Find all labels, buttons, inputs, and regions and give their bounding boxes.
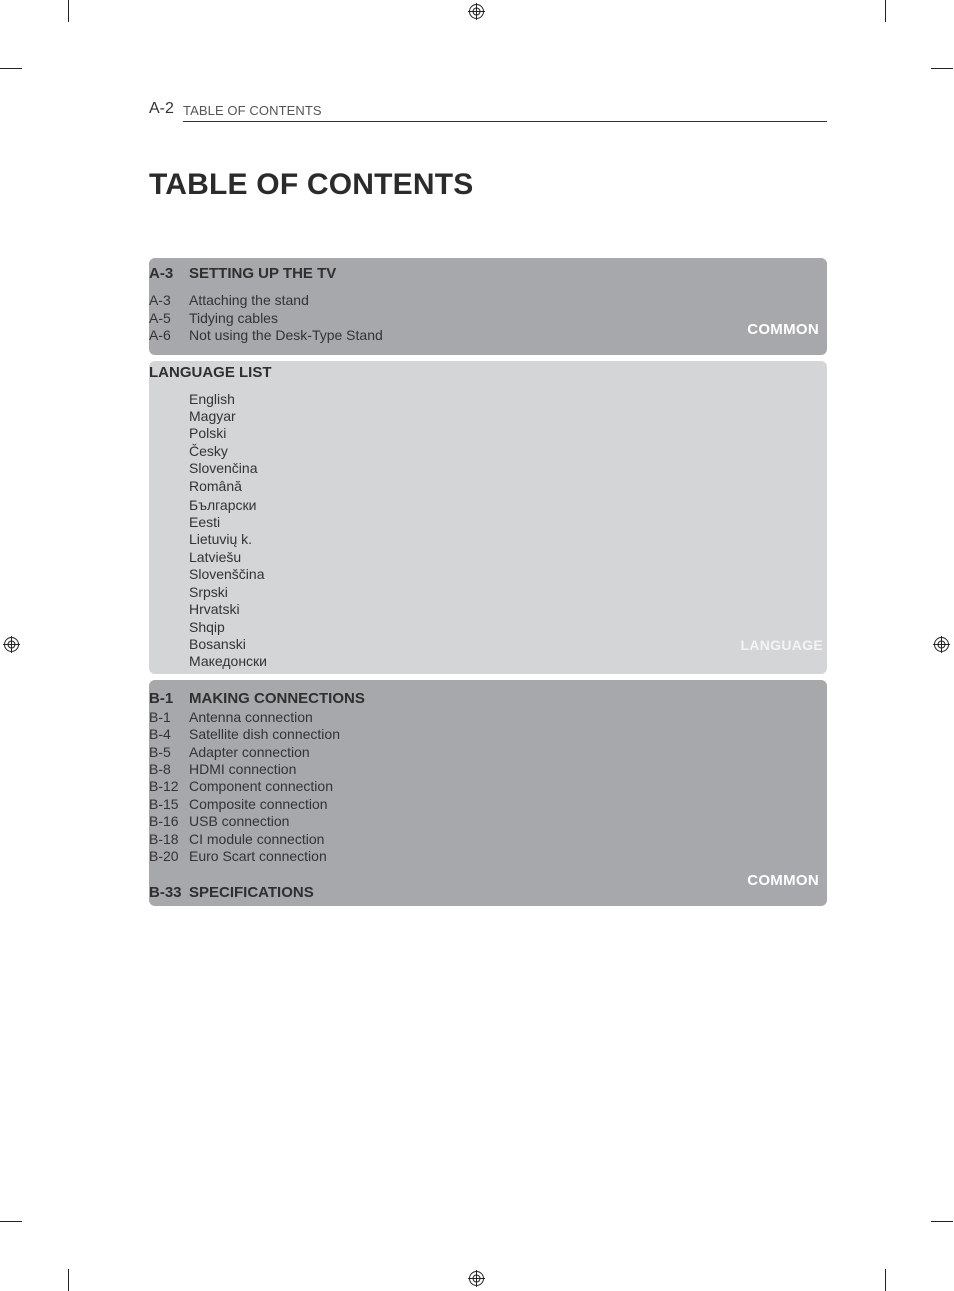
language-item: Slovenščina — [189, 566, 265, 582]
registration-mark-icon — [468, 3, 485, 20]
toc-entry-page: B-20 — [149, 848, 179, 864]
crop-mark — [931, 68, 953, 69]
language-item: Македонски — [189, 653, 267, 669]
section-title: SETTING UP THE TV — [189, 265, 337, 282]
toc-entry-page: B-8 — [149, 761, 171, 777]
section-language-list — [149, 361, 827, 674]
registration-mark-icon — [933, 636, 950, 653]
section-page-ref: B-1 — [149, 690, 174, 707]
language-item: Lietuvių k. — [189, 531, 253, 547]
running-head — [149, 100, 827, 122]
crop-mark — [931, 1221, 953, 1222]
language-item: Magyar — [189, 408, 236, 424]
toc-entry-page: B-1 — [149, 709, 171, 725]
section-tab-label: COMMON — [747, 321, 819, 338]
crop-mark — [68, 1269, 69, 1291]
section-title: MAKING CONNECTIONS — [189, 690, 365, 707]
page-number: A-2 — [149, 100, 174, 117]
crop-mark — [0, 1221, 22, 1222]
toc-entry-title: Not using the Desk-Type Stand — [189, 327, 383, 343]
toc-entry-title: Composite connection — [189, 796, 328, 812]
language-item: Srpski — [189, 584, 228, 600]
section-setting-up — [149, 258, 827, 355]
toc-entry-page: B-18 — [149, 831, 179, 847]
language-item: Български — [189, 497, 257, 513]
toc-entry-page: B-15 — [149, 796, 179, 812]
toc-entry-page: A-5 — [149, 310, 171, 326]
toc-entry-page: A-3 — [149, 292, 171, 308]
running-head-section: TABLE OF CONTENTS — [183, 103, 322, 118]
toc-entry-page: B-4 — [149, 726, 171, 742]
toc-entry-title: Component connection — [189, 778, 333, 794]
language-item: Hrvatski — [189, 601, 240, 617]
page-title: TABLE OF CONTENTS — [149, 168, 474, 201]
section-page-ref: B-33 — [149, 884, 182, 901]
language-item: Slovenčina — [189, 460, 258, 476]
toc-entry-page: A-6 — [149, 327, 171, 343]
toc-entry-title: CI module connection — [189, 831, 325, 847]
header-rule — [183, 121, 827, 122]
crop-mark — [885, 0, 886, 22]
toc-entry-title: Euro Scart connection — [189, 848, 327, 864]
section-making-connections — [149, 680, 827, 906]
language-item: Česky — [189, 443, 228, 459]
language-item: Polski — [189, 425, 227, 441]
registration-mark-icon — [468, 1270, 485, 1287]
toc-entry-title: USB connection — [189, 813, 290, 829]
language-item: Română — [189, 478, 242, 494]
language-item: Latviešu — [189, 549, 242, 565]
toc-entry-title: Satellite dish connection — [189, 726, 340, 742]
section-tab-label: COMMON — [747, 872, 819, 889]
toc-entry-title: Tidying cables — [189, 310, 278, 326]
toc-entry-title: HDMI connection — [189, 761, 297, 777]
language-item: Shqip — [189, 619, 225, 635]
toc-entry-title: Antenna connection — [189, 709, 313, 725]
toc-entry-page: B-5 — [149, 744, 171, 760]
toc-entry-title: Attaching the stand — [189, 292, 309, 308]
crop-mark — [0, 68, 22, 69]
section-page-ref: A-3 — [149, 265, 174, 282]
registration-mark-icon — [3, 636, 20, 653]
toc-entry-page: B-12 — [149, 778, 179, 794]
section-tab-label: LANGUAGE — [740, 637, 823, 653]
language-item: Eesti — [189, 514, 221, 530]
section-title: SPECIFICATIONS — [189, 884, 314, 901]
crop-mark — [68, 0, 69, 22]
toc-entry-page: B-16 — [149, 813, 179, 829]
crop-mark — [885, 1269, 886, 1291]
toc-entry-title: Adapter connection — [189, 744, 310, 760]
language-item: English — [189, 391, 235, 407]
language-item: Bosanski — [189, 636, 246, 652]
section-title: LANGUAGE LIST — [149, 364, 272, 381]
